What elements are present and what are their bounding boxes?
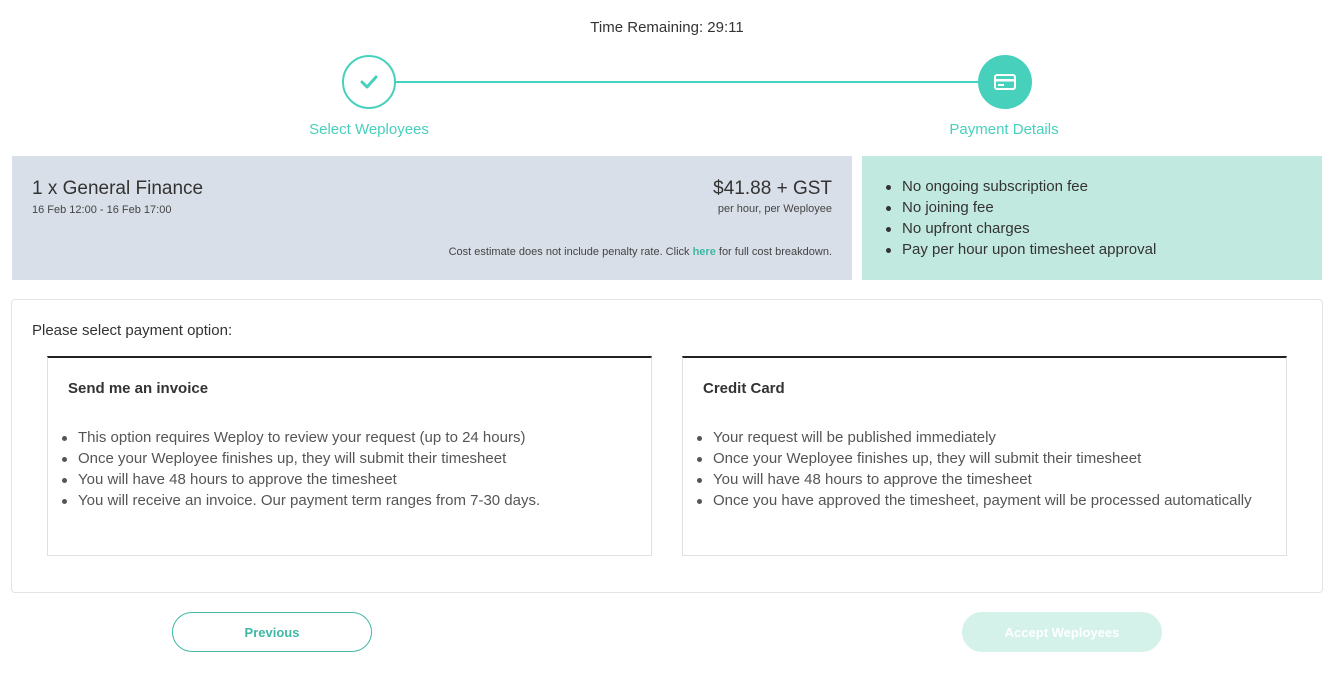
- benefit-item: No upfront charges: [884, 218, 1322, 239]
- role-title: 1 x General Finance: [32, 178, 204, 199]
- cost-note-prefix: Cost estimate does not include penalty rate. Click: [448, 246, 693, 258]
- benefit-item: No joining fee: [884, 197, 1322, 218]
- benefits-list: [884, 176, 1322, 260]
- step-payment-details: [978, 55, 1032, 109]
- step-label-select-weployees: Select Weployees: [309, 121, 429, 138]
- cost-breakdown-link[interactable]: here: [692, 246, 716, 258]
- list-item: You will have 48 hours to approve the timesheet: [78, 469, 540, 490]
- price-unit: per hour, per Weployee: [717, 203, 832, 215]
- payment-prompt: Please select payment option:: [32, 322, 233, 339]
- previous-button[interactable]: Previous: [172, 612, 372, 652]
- credit-card-icon: [994, 74, 1016, 90]
- booking-summary: [12, 156, 852, 280]
- cost-note-suffix: for full cost breakdown.: [715, 246, 832, 258]
- list-item: Once your Weployee finishes up, they will submit their timesheet: [78, 448, 540, 469]
- payment-options-panel: [11, 299, 1323, 593]
- benefit-item: No ongoing subscription fee: [884, 176, 1322, 197]
- cost-note: [449, 246, 832, 258]
- invoice-option-details: [78, 427, 540, 511]
- shift-dates: 16 Feb 12:00 - 16 Feb 17:00: [32, 204, 172, 216]
- step-label-payment-details: Payment Details: [949, 121, 1059, 138]
- step-select-weployees[interactable]: [342, 55, 396, 109]
- accept-weployees-button[interactable]: Accept Weployees: [962, 612, 1162, 652]
- list-item: Your request will be published immediately: [713, 427, 1252, 448]
- invoice-option-card[interactable]: [47, 356, 652, 556]
- benefits-panel: [862, 156, 1322, 280]
- credit-card-option-title: Credit Card: [703, 380, 785, 397]
- list-item: Once your Weployee finishes up, they will submit their timesheet: [713, 448, 1252, 469]
- benefit-item: Pay per hour upon timesheet approval: [884, 239, 1322, 260]
- list-item: Once you have approved the timesheet, payment will be processed automatically: [713, 492, 1252, 509]
- list-item: You will receive an invoice. Our payment term ranges from 7-30 days.: [78, 492, 541, 509]
- list-item: You will have 48 hours to approve the timesheet: [713, 469, 1252, 490]
- invoice-option-title: Send me an invoice: [68, 380, 209, 397]
- credit-card-option-details: [713, 427, 1252, 511]
- check-icon: [360, 75, 378, 89]
- credit-card-option-card[interactable]: [682, 356, 1287, 556]
- stepper-progress-line: [396, 81, 978, 83]
- list-item: This option requires Weploy to review your request (up to 24 hours): [78, 427, 540, 448]
- price: $41.88 + GST: [713, 178, 832, 199]
- time-remaining: Time Remaining: 29:11: [590, 19, 744, 36]
